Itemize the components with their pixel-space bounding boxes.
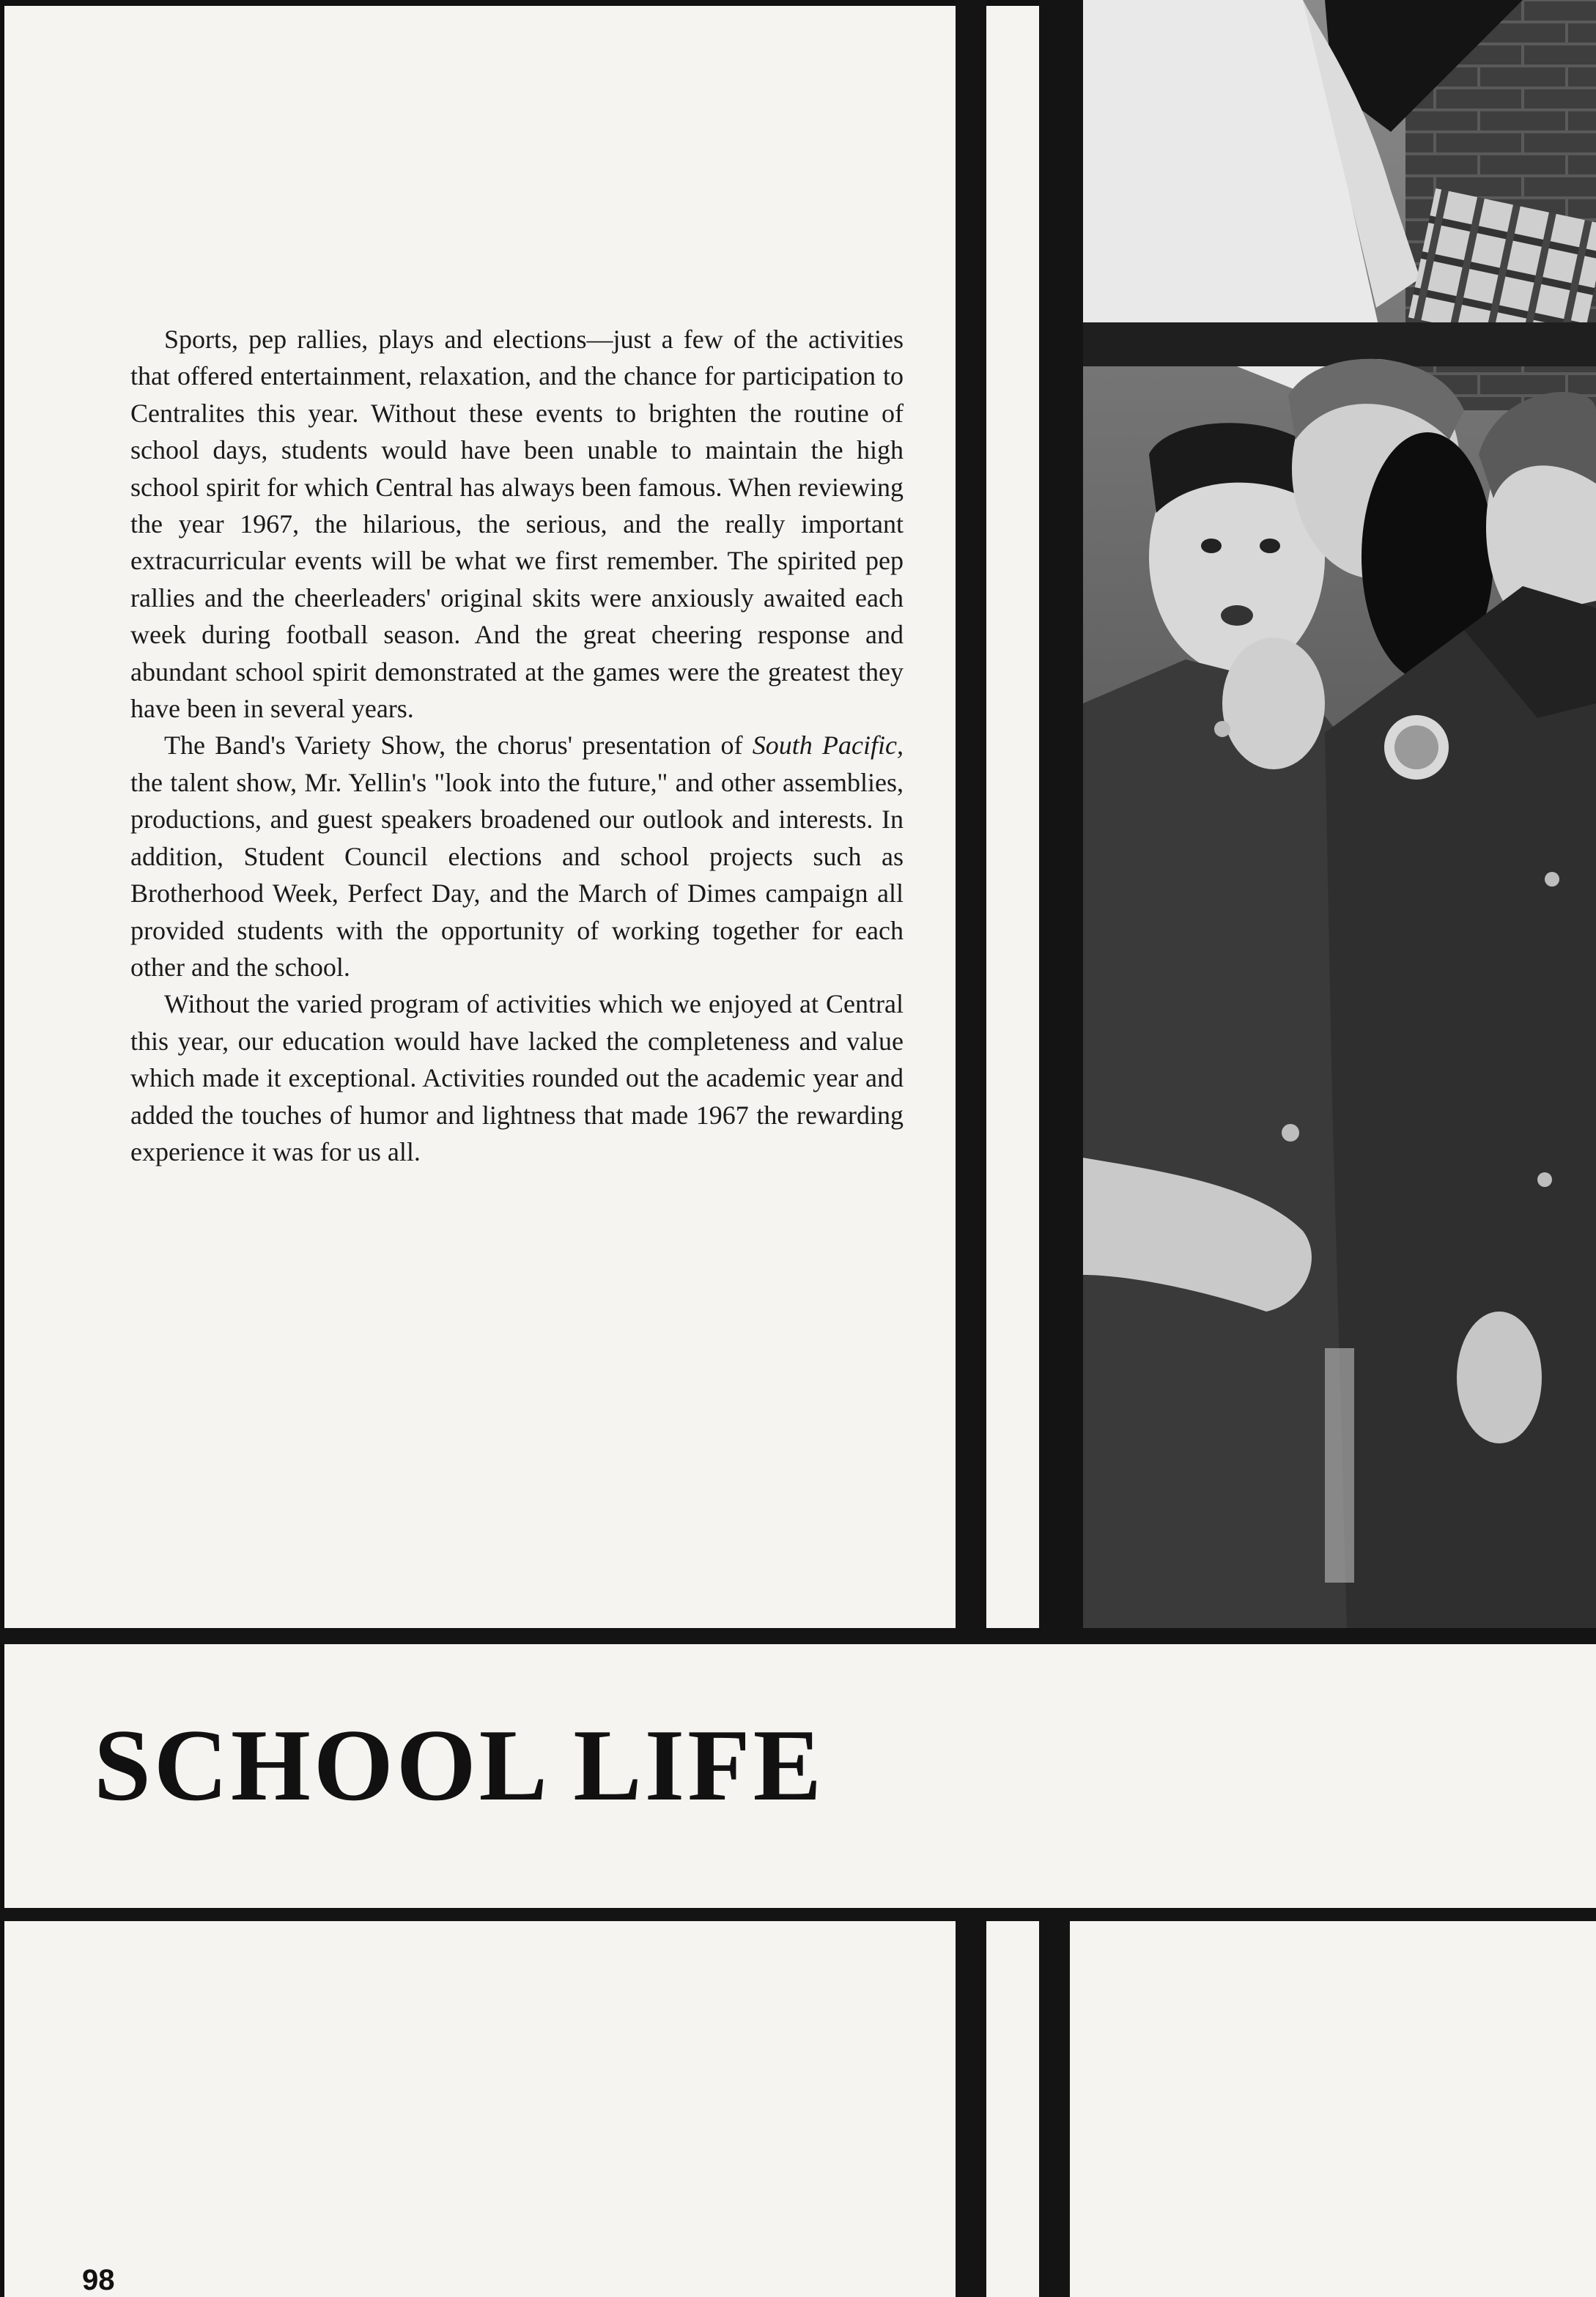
intro-paragraph: Sports, pep rallies, plays and elections—just a few of the activities that offered entertainment, relaxation, and the chance for participation to Centralites this year. Without these events to brighten the routine of school days, students would have been unable to maintain the high school spirit for which Central has always been famous. When reviewing the year 1967, the hilarious, the serious, and the really important extracurricular events will be what we first remember. The spirited pep rallies and the cheerleaders' original skits were anxiously awaited each week during football season. And the great cheering response and abundant school spirit demonstrated at the games were the greatest they have been in several years. — [130, 325, 904, 724]
vertical-rule-right-lower — [1039, 1921, 1070, 2297]
page-number: 98 — [82, 2264, 115, 2296]
horizontal-rule-lower — [0, 1908, 1596, 1921]
students-in-uniform-photo — [1083, 0, 1596, 1628]
section-title: SCHOOL LIFE — [94, 1709, 825, 1822]
vertical-rule-left-lower — [956, 1921, 986, 2297]
intro-text — [130, 321, 904, 1170]
vertical-rule-right — [1039, 0, 1083, 1628]
vertical-rule-left — [956, 0, 986, 1628]
intro-paragraph: Without the varied program of activities which we enjoyed at Central this year, our education would have lacked the completeness and value which made it exceptional. Activities rounded out the academic year and added the touches of humor and lightness that made 1967 the rewarding experience it was for us all. — [130, 989, 904, 1166]
page-border-left — [0, 0, 4, 2297]
horizontal-rule-upper — [0, 1628, 1596, 1644]
intro-paragraph: The Band's Variety Show, the chorus' presentation of South Pacific, the talent show, Mr. Yellin's "look into the future," and other assemblies, productions, and guest speakers broadened our outlook and interests. In addition, Student Council elections and school projects such as Brotherhood Week, Perfect Day, and the March of Dimes campaign all provided students with the opportunity of working together for each other and the school. — [130, 730, 904, 982]
